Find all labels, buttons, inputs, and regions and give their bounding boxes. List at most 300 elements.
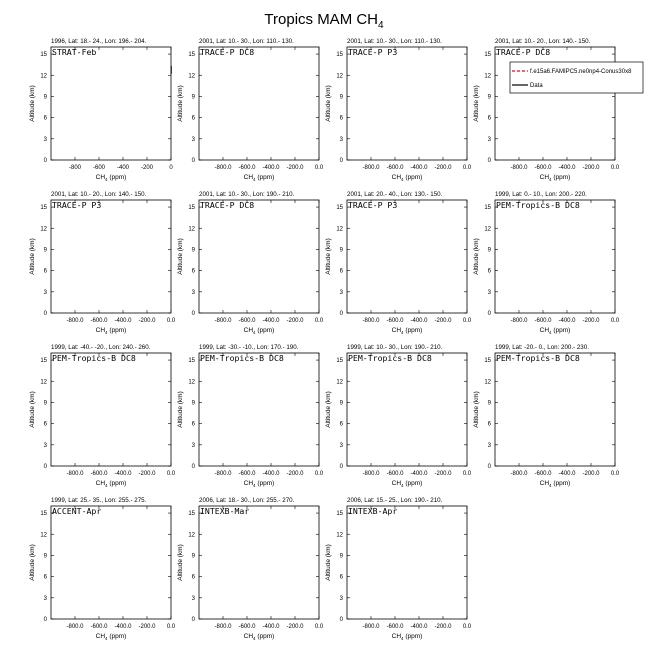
- x-tick-label: -200.0: [286, 165, 304, 171]
- y-tick-label: 0: [191, 311, 195, 317]
- x-tick-label: -200.0: [434, 471, 452, 477]
- panel-header: 2001, Lat: 10.- 20., Lon: 140.- 150.: [495, 38, 591, 45]
- x-axis-label: [392, 327, 423, 335]
- y-tick-label: 9: [43, 247, 47, 254]
- x-axis-label-unit: (ppm): [107, 327, 127, 334]
- panel-label: TRACE-P DC8: [200, 47, 255, 57]
- panel-label: ACCENT-Apr: [52, 506, 102, 516]
- y-axis-label: Altitude (km): [29, 85, 36, 122]
- x-tick-label: 0.0: [314, 471, 324, 477]
- x-tick-label: -200: [140, 165, 154, 171]
- figure-title-subscript: 4: [378, 20, 384, 31]
- x-tick-label: 0: [169, 165, 173, 171]
- x-tick-label: -600.0: [534, 471, 552, 477]
- y-tick-label: 0: [43, 311, 47, 317]
- y-tick-label: 12: [188, 532, 195, 539]
- x-axis-label: [244, 174, 275, 182]
- x-tick-label: -800.0: [510, 165, 528, 171]
- y-tick-label: 3: [339, 442, 343, 449]
- y-tick-label: 15: [484, 358, 491, 365]
- plot-frame: [51, 353, 171, 466]
- figure-title-main: Tropics MAM CH: [264, 11, 379, 28]
- chart-panel: [473, 344, 620, 488]
- y-tick-label: 15: [40, 358, 47, 365]
- y-tick-label: 0: [339, 158, 343, 164]
- y-tick-label: 3: [339, 136, 343, 143]
- y-axis-label: Altitude (km): [29, 391, 36, 428]
- y-tick-label: 0: [487, 158, 491, 164]
- y-tick-label: 6: [43, 421, 47, 428]
- x-tick-label: 0.0: [462, 624, 472, 630]
- y-tick-label: 3: [191, 136, 195, 143]
- y-tick-label: 3: [191, 289, 195, 296]
- panel-header: 1999, Lat: -40.- -20., Lon: 240.- 260.: [51, 344, 151, 351]
- panel-header: 1999, Lat: 0.- 10., Lon: 200.- 220.: [495, 191, 587, 198]
- y-axis-label: Altitude (km): [177, 544, 184, 581]
- plot-frame: [199, 47, 319, 160]
- plot-frame: [495, 200, 615, 313]
- x-axis-label-main: CH: [539, 174, 550, 181]
- y-tick-label: 6: [339, 421, 343, 428]
- x-axis-label-unit: (ppm): [255, 633, 275, 640]
- x-tick-label: -800.0: [66, 471, 84, 477]
- x-tick-label: 0.0: [314, 165, 324, 171]
- y-tick-label: 3: [487, 289, 491, 296]
- y-axis-label: Altitude (km): [325, 238, 332, 275]
- x-axis-label-unit: (ppm): [107, 480, 127, 487]
- y-tick-label: 6: [191, 574, 195, 581]
- y-tick-label: 12: [188, 379, 195, 386]
- x-tick-label: 0.0: [610, 318, 620, 324]
- y-tick-label: 0: [487, 311, 491, 317]
- x-tick-label: -200.0: [582, 318, 600, 324]
- y-tick-label: 3: [339, 595, 343, 602]
- chart-panel: [29, 497, 176, 641]
- y-tick-label: 12: [40, 226, 47, 233]
- panel-label: INTEXB-Mar: [200, 506, 250, 516]
- x-axis-label-main: CH: [243, 174, 254, 181]
- y-tick-label: 9: [487, 94, 491, 101]
- x-axis-label-unit: (ppm): [107, 633, 127, 640]
- x-axis-label: [392, 633, 423, 641]
- panel-header: 2001, Lat: 10.- 20., Lon: 140.- 150.: [51, 191, 147, 198]
- y-tick-label: 0: [191, 617, 195, 623]
- x-axis-label: [96, 174, 127, 182]
- chart-panel: [177, 191, 324, 335]
- y-tick-label: 9: [487, 247, 491, 254]
- y-tick-label: 15: [336, 52, 343, 59]
- x-axis-label-unit: (ppm): [551, 174, 571, 181]
- x-tick-label: 0.0: [166, 624, 176, 630]
- x-tick-label: 0.0: [462, 318, 472, 324]
- y-axis-label: Altitude (km): [29, 544, 36, 581]
- x-axis-label-main: CH: [243, 327, 254, 334]
- x-axis-label-subscript: 4: [253, 636, 256, 641]
- x-axis-label: [96, 327, 127, 335]
- x-axis-label-main: CH: [95, 633, 106, 640]
- panel-header: 2001, Lat: 10.- 30., Lon: 190.- 210.: [199, 191, 295, 198]
- panel-label: PEM-Tropics-B DC8: [52, 353, 136, 363]
- x-tick-label: -600.0: [90, 624, 108, 630]
- x-axis-label-main: CH: [391, 633, 402, 640]
- legend-label: f.e15a6.FAMIPC5.ne0np4-Conus30x8: [530, 69, 632, 75]
- panel-label: PEM-Tropics-B DC8: [496, 353, 580, 363]
- y-tick-label: 12: [484, 226, 491, 233]
- x-axis-label-subscript: 4: [401, 177, 404, 182]
- y-tick-label: 3: [43, 289, 47, 296]
- x-axis-label: [540, 174, 571, 182]
- panel-label: TRACE-P P3: [348, 200, 398, 210]
- x-tick-label: -400.0: [262, 165, 280, 171]
- x-tick-label: 0.0: [166, 471, 176, 477]
- x-tick-label: -600.0: [386, 624, 404, 630]
- x-axis-label-subscript: 4: [401, 636, 404, 641]
- x-tick-label: -400.0: [558, 471, 576, 477]
- y-axis-label: Altitude (km): [177, 85, 184, 122]
- x-tick-label: -400.0: [114, 318, 132, 324]
- y-tick-label: 15: [40, 205, 47, 212]
- x-axis-label: [244, 327, 275, 335]
- x-axis-label-unit: (ppm): [403, 174, 423, 181]
- y-tick-label: 12: [336, 73, 343, 80]
- y-tick-label: 15: [188, 511, 195, 518]
- chart-panel: [325, 497, 472, 641]
- x-tick-label: -600: [92, 165, 106, 171]
- x-tick-label: -200.0: [286, 624, 304, 630]
- x-tick-label: -400.0: [114, 624, 132, 630]
- plot-frame: [347, 47, 467, 160]
- y-tick-label: 15: [484, 52, 491, 59]
- x-tick-label: -400.0: [262, 471, 280, 477]
- x-tick-label: -400: [116, 165, 130, 171]
- x-axis-label-unit: (ppm): [107, 174, 127, 181]
- x-tick-label: -200.0: [434, 165, 452, 171]
- y-tick-label: 12: [484, 73, 491, 80]
- x-tick-label: -200.0: [138, 318, 156, 324]
- y-tick-label: 3: [191, 442, 195, 449]
- plot-frame: [347, 200, 467, 313]
- x-tick-label: 0.0: [462, 471, 472, 477]
- legend-label: Data: [530, 83, 543, 89]
- x-tick-label: -600.0: [238, 471, 256, 477]
- y-tick-label: 6: [191, 115, 195, 122]
- panel-label: TRACE-P DC8: [496, 47, 551, 57]
- y-tick-label: 9: [339, 94, 343, 101]
- chart-panel: [325, 38, 472, 182]
- panel-header: 1999, Lat: -20.- 0., Lon: 200.- 230.: [495, 344, 589, 351]
- x-tick-label: 0.0: [166, 318, 176, 324]
- panel-label: STRAT-Feb: [52, 47, 97, 57]
- y-tick-label: 0: [191, 464, 195, 470]
- y-tick-label: 3: [487, 442, 491, 449]
- x-axis-label-subscript: 4: [105, 483, 108, 488]
- x-axis-label-unit: (ppm): [255, 480, 275, 487]
- chart-panel: [473, 191, 620, 335]
- x-axis-label: [540, 480, 571, 488]
- chart-panel: [29, 344, 176, 488]
- x-tick-label: -400.0: [262, 318, 280, 324]
- x-tick-label: -600.0: [534, 165, 552, 171]
- x-axis-label-main: CH: [95, 327, 106, 334]
- x-tick-label: -800.0: [510, 318, 528, 324]
- y-tick-label: 12: [40, 73, 47, 80]
- x-axis-label-unit: (ppm): [551, 327, 571, 334]
- x-tick-label: 0.0: [610, 165, 620, 171]
- y-tick-label: 6: [487, 421, 491, 428]
- x-tick-label: -200.0: [138, 624, 156, 630]
- y-tick-label: 0: [339, 464, 343, 470]
- x-axis-label-main: CH: [95, 174, 106, 181]
- x-axis-label-unit: (ppm): [403, 327, 423, 334]
- y-tick-label: 3: [339, 289, 343, 296]
- chart-panel: [177, 38, 324, 182]
- x-axis-label-unit: (ppm): [255, 327, 275, 334]
- x-axis-label: [392, 174, 423, 182]
- x-axis-label: [244, 633, 275, 641]
- x-tick-label: -800.0: [510, 471, 528, 477]
- y-axis-label: Altitude (km): [473, 238, 480, 275]
- chart-panel: [29, 38, 173, 182]
- x-axis-label-subscript: 4: [105, 330, 108, 335]
- x-tick-label: -200.0: [582, 165, 600, 171]
- x-tick-label: -600.0: [534, 318, 552, 324]
- x-tick-label: -800.0: [214, 471, 232, 477]
- x-tick-label: 0.0: [314, 318, 324, 324]
- y-tick-label: 0: [487, 464, 491, 470]
- x-axis-label-main: CH: [539, 327, 550, 334]
- x-tick-label: -600.0: [386, 471, 404, 477]
- x-tick-label: -600.0: [90, 471, 108, 477]
- x-axis-label: [96, 480, 127, 488]
- panel-header: 1999, Lat: 10.- 30., Lon: 190.- 210.: [347, 344, 443, 351]
- x-tick-label: -800.0: [66, 318, 84, 324]
- y-tick-label: 9: [339, 400, 343, 407]
- x-axis-label-subscript: 4: [549, 483, 552, 488]
- y-tick-label: 15: [40, 511, 47, 518]
- chart-panel: [177, 497, 324, 641]
- y-tick-label: 3: [191, 595, 195, 602]
- x-axis-label-subscript: 4: [253, 330, 256, 335]
- x-axis-label-subscript: 4: [105, 177, 108, 182]
- x-axis-label-unit: (ppm): [403, 480, 423, 487]
- panel-grid: [29, 38, 643, 641]
- chart-panel: [325, 344, 472, 488]
- x-axis-label-subscript: 4: [105, 636, 108, 641]
- x-tick-label: -200.0: [138, 471, 156, 477]
- y-tick-label: 9: [339, 553, 343, 560]
- y-tick-label: 6: [43, 115, 47, 122]
- y-tick-label: 3: [43, 136, 47, 143]
- y-tick-label: 6: [339, 115, 343, 122]
- y-tick-label: 3: [487, 136, 491, 143]
- y-tick-label: 12: [336, 226, 343, 233]
- y-axis-label: Altitude (km): [29, 238, 36, 275]
- y-tick-label: 15: [188, 52, 195, 59]
- y-tick-label: 6: [487, 115, 491, 122]
- x-axis-label: [540, 327, 571, 335]
- x-tick-label: -600.0: [238, 318, 256, 324]
- y-tick-label: 0: [191, 158, 195, 164]
- y-tick-label: 9: [43, 400, 47, 407]
- panel-header: 2001, Lat: 10.- 30., Lon: 110.- 130.: [199, 38, 294, 45]
- x-axis-label-main: CH: [391, 480, 402, 487]
- x-axis-label-subscript: 4: [253, 483, 256, 488]
- y-tick-label: 0: [339, 617, 343, 623]
- x-tick-label: 0.0: [610, 471, 620, 477]
- y-tick-label: 12: [188, 226, 195, 233]
- plot-frame: [495, 353, 615, 466]
- y-axis-label: Altitude (km): [473, 85, 480, 122]
- x-tick-label: -200.0: [582, 471, 600, 477]
- plot-frame: [51, 506, 171, 619]
- x-tick-label: -600.0: [238, 165, 256, 171]
- panel-label: TRACE-P P3: [52, 200, 102, 210]
- chart-panel: [325, 191, 472, 335]
- y-tick-label: 12: [336, 379, 343, 386]
- x-axis-label-main: CH: [243, 633, 254, 640]
- y-tick-label: 15: [188, 205, 195, 212]
- x-tick-label: -200.0: [286, 318, 304, 324]
- x-axis-label-subscript: 4: [401, 330, 404, 335]
- x-tick-label: 0.0: [314, 624, 324, 630]
- panel-header: 2001, Lat: 20.- 40., Lon: 130.- 150.: [347, 191, 443, 198]
- panel-header: 2001, Lat: 10.- 30., Lon: 110.- 130.: [347, 38, 442, 45]
- y-tick-label: 15: [336, 205, 343, 212]
- y-tick-label: 6: [191, 421, 195, 428]
- y-tick-label: 9: [339, 247, 343, 254]
- y-tick-label: 9: [191, 247, 195, 254]
- y-tick-label: 12: [40, 532, 47, 539]
- plot-frame: [347, 506, 467, 619]
- y-axis-label: Altitude (km): [177, 238, 184, 275]
- plot-frame: [51, 47, 171, 160]
- y-tick-label: 15: [188, 358, 195, 365]
- x-tick-label: -800.0: [362, 165, 380, 171]
- y-tick-label: 6: [339, 268, 343, 275]
- x-tick-label: -800.0: [214, 624, 232, 630]
- plot-frame: [199, 200, 319, 313]
- chart-panel: [177, 344, 324, 488]
- y-tick-label: 0: [43, 617, 47, 623]
- x-tick-label: -800: [68, 165, 82, 171]
- y-axis-label: Altitude (km): [177, 391, 184, 428]
- panel-header: 1999, Lat: 25.- 35., Lon: 255.- 275.: [51, 497, 147, 504]
- y-tick-label: 15: [336, 511, 343, 518]
- y-tick-label: 12: [188, 73, 195, 80]
- x-tick-label: -800.0: [214, 165, 232, 171]
- y-tick-label: 6: [487, 268, 491, 275]
- x-axis-label-subscript: 4: [549, 330, 552, 335]
- x-tick-label: -400.0: [410, 471, 428, 477]
- x-tick-label: -400.0: [262, 624, 280, 630]
- y-tick-label: 9: [487, 400, 491, 407]
- y-tick-label: 6: [43, 574, 47, 581]
- x-tick-label: -800.0: [214, 318, 232, 324]
- x-axis-label-main: CH: [391, 174, 402, 181]
- figure-title: [264, 11, 384, 31]
- y-axis-label: Altitude (km): [325, 85, 332, 122]
- panel-label: PEM-Tropics-B DC8: [200, 353, 284, 363]
- y-tick-label: 15: [336, 358, 343, 365]
- y-axis-label: Altitude (km): [473, 391, 480, 428]
- x-tick-label: -800.0: [362, 471, 380, 477]
- chart-panel: [29, 191, 176, 335]
- x-axis-label-subscript: 4: [253, 177, 256, 182]
- y-tick-label: 6: [339, 574, 343, 581]
- panel-header: 1996, Lat: 18.- 24., Lon: 196.- 204.: [51, 38, 147, 45]
- x-tick-label: -400.0: [114, 471, 132, 477]
- x-tick-label: -400.0: [410, 318, 428, 324]
- x-tick-label: -600.0: [386, 165, 404, 171]
- x-axis-label: [96, 633, 127, 641]
- x-tick-label: -600.0: [386, 318, 404, 324]
- plot-frame: [199, 353, 319, 466]
- x-axis-label-main: CH: [243, 480, 254, 487]
- x-tick-label: -400.0: [410, 165, 428, 171]
- x-tick-label: -800.0: [66, 624, 84, 630]
- x-axis-label-main: CH: [391, 327, 402, 334]
- y-tick-label: 12: [484, 379, 491, 386]
- legend: [510, 62, 643, 93]
- x-axis-label-main: CH: [539, 480, 550, 487]
- panel-header: 2006, Lat: 18.- 30., Lon: 255.- 270.: [199, 497, 295, 504]
- y-tick-label: 15: [484, 205, 491, 212]
- x-tick-label: -200.0: [434, 318, 452, 324]
- y-tick-label: 9: [43, 553, 47, 560]
- y-tick-label: 0: [339, 311, 343, 317]
- chart-panel: [473, 38, 620, 182]
- x-axis-label: [244, 480, 275, 488]
- x-axis-label-main: CH: [95, 480, 106, 487]
- y-tick-label: 3: [43, 442, 47, 449]
- y-tick-label: 9: [191, 400, 195, 407]
- plot-frame: [347, 353, 467, 466]
- panel-header: 1999, Lat: -30.- -10., Lon: 170.- 190.: [199, 344, 299, 351]
- x-tick-label: -200.0: [286, 471, 304, 477]
- x-tick-label: -400.0: [410, 624, 428, 630]
- y-tick-label: 12: [40, 379, 47, 386]
- y-tick-label: 6: [191, 268, 195, 275]
- y-tick-label: 0: [43, 158, 47, 164]
- y-tick-label: 9: [191, 94, 195, 101]
- x-tick-label: -400.0: [558, 318, 576, 324]
- y-tick-label: 15: [40, 52, 47, 59]
- x-axis-label: [392, 480, 423, 488]
- x-tick-label: -800.0: [362, 318, 380, 324]
- x-tick-label: -600.0: [90, 318, 108, 324]
- x-tick-label: -400.0: [558, 165, 576, 171]
- y-tick-label: 0: [43, 464, 47, 470]
- panel-label: TRACE-P DC8: [200, 200, 255, 210]
- y-tick-label: 6: [43, 268, 47, 275]
- y-axis-label: Altitude (km): [325, 544, 332, 581]
- y-tick-label: 9: [191, 553, 195, 560]
- panel-label: PEM-Tropics-B DC8: [496, 200, 580, 210]
- y-tick-label: 12: [336, 532, 343, 539]
- x-axis-label-unit: (ppm): [551, 480, 571, 487]
- y-tick-label: 3: [43, 595, 47, 602]
- plot-frame: [199, 506, 319, 619]
- panel-label: PEM-Tropics-B DC8: [348, 353, 432, 363]
- y-tick-label: 9: [43, 94, 47, 101]
- x-axis-label-unit: (ppm): [255, 174, 275, 181]
- panel-header: 2006, Lat: 15.- 25., Lon: 190.- 210.: [347, 497, 443, 504]
- panel-label: TRACE-P P3: [348, 47, 398, 57]
- y-axis-label: Altitude (km): [325, 391, 332, 428]
- x-axis-label-subscript: 4: [401, 483, 404, 488]
- panel-label: INTEXB-Apr: [348, 506, 398, 516]
- x-tick-label: -600.0: [238, 624, 256, 630]
